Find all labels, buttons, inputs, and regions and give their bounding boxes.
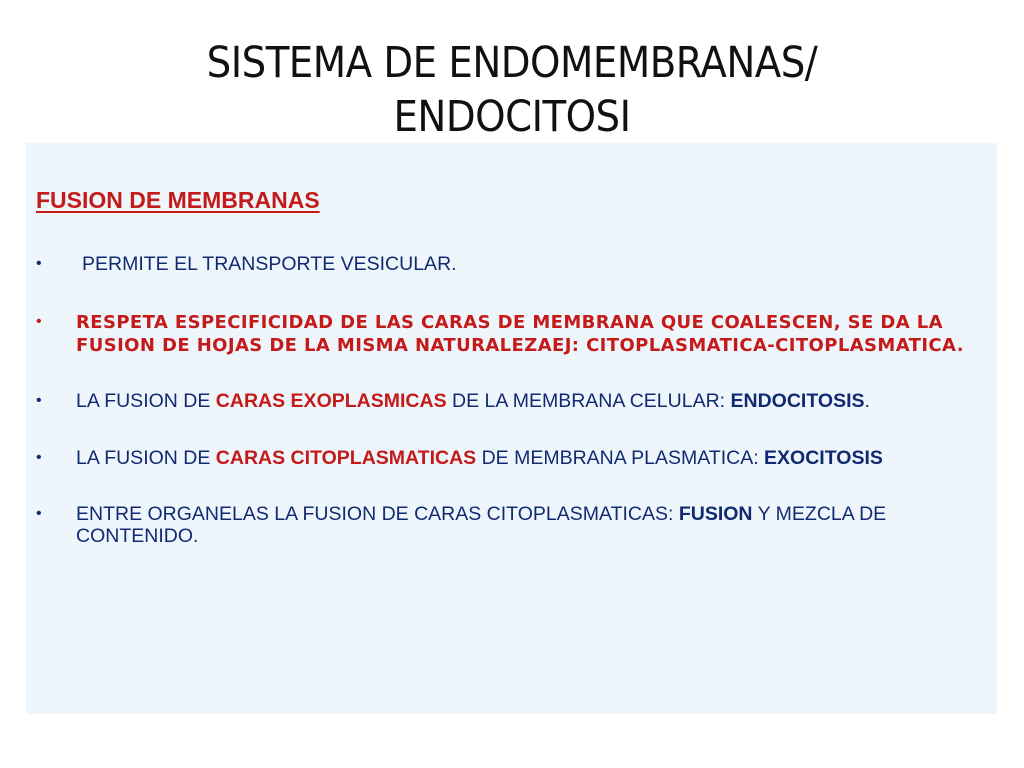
bullet-list bbox=[26, 253, 997, 547]
list-item-text: PERMITE EL TRANSPORTE VESICULAR. bbox=[82, 253, 457, 275]
list-item-middle: DE LA MEMBRANA CELULAR: bbox=[446, 390, 731, 412]
bullet-icon: • bbox=[36, 313, 42, 330]
slide-title-line-1: SISTEMA DE ENDOMEMBRANAS/ bbox=[206, 38, 818, 88]
list-item-prefix: LA FUSION DE bbox=[76, 390, 216, 412]
slide-title bbox=[0, 36, 1024, 144]
list-item-strong: EXOCITOSIS bbox=[764, 447, 883, 469]
list-item-middle: DE MEMBRANA PLASMATICA: bbox=[476, 447, 765, 469]
section-heading: FUSION DE MEMBRANAS bbox=[36, 187, 320, 213]
list-item-suffix: Y MEZCLA DE CONTENIDO. bbox=[76, 503, 887, 547]
list-item-strong: FUSION bbox=[678, 503, 753, 525]
list-item-highlight: CARAS CITOPLASMATICAS bbox=[215, 447, 477, 469]
bullet-icon: • bbox=[36, 255, 42, 272]
list-item bbox=[26, 503, 997, 547]
list-item-text: RESPETA ESPECIFICIDAD DE LAS CARAS DE MEMBRANA QUE COALESCEN, SE DA LA FUSION DE HOJAS DE LA MISMA NATURALEZAEJ: CITOPLASMATICA-CITOPLASMATICA. bbox=[76, 312, 964, 356]
list-item-highlight: CARAS EXOPLASMICAS bbox=[215, 390, 447, 412]
bullet-icon: • bbox=[36, 392, 42, 409]
list-item bbox=[26, 311, 997, 357]
bullet-icon: • bbox=[36, 449, 42, 466]
list-item bbox=[26, 447, 997, 469]
list-item bbox=[26, 390, 997, 412]
content-panel bbox=[26, 143, 997, 714]
list-item bbox=[26, 253, 997, 275]
list-item-prefix: ENTRE ORGANELAS LA FUSION DE CARAS CITOPLASMATICAS: bbox=[76, 503, 679, 525]
list-item-suffix: . bbox=[864, 390, 870, 412]
bullet-icon: • bbox=[36, 505, 42, 522]
slide-title-line-2: ENDOCITOSI bbox=[393, 92, 631, 142]
list-item-strong: ENDOCITOSIS bbox=[730, 390, 865, 412]
list-item-prefix: LA FUSION DE bbox=[76, 447, 216, 469]
